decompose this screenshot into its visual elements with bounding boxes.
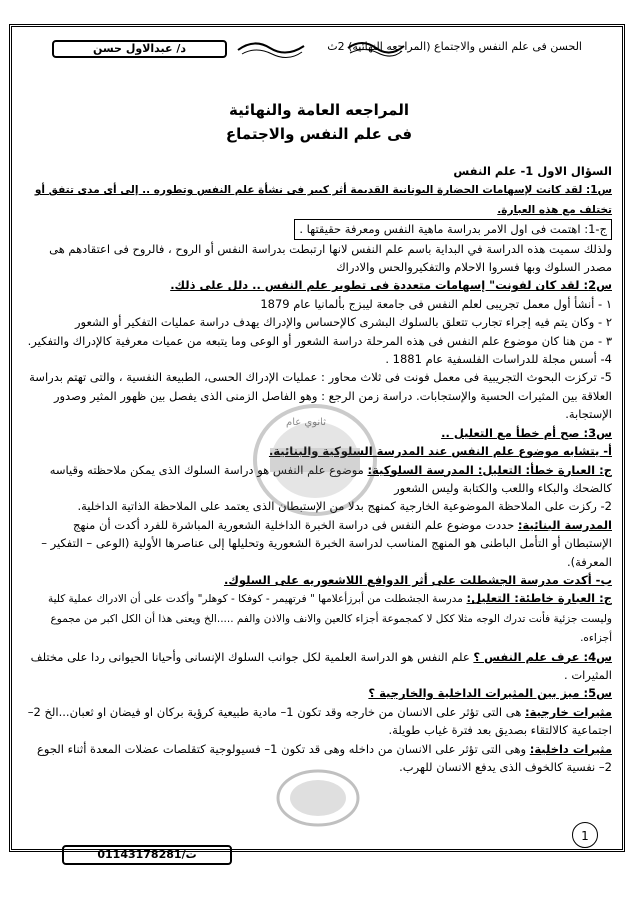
question-3b: ب- أكدت مدرسة الجشطلت على أثر الدوافع اللاشعوريه على السلوك. — [223, 572, 612, 587]
main-title-line2: فى علم النفس والاجتماع — [225, 125, 413, 143]
question-3a: أ- يتشابه موضوع علم النفس عند المدرسة السلوكية والبنائية. — [268, 444, 612, 459]
answer-3b: ج: العبارة خاطئة: التعليل: مدرسة الجشطلت من أبرزأعلامها " فرتهيمر - كوفكا - كوهلر" وأكدت على أن الادراك عملية كلية وليست جزئية فأنت تدرك الوجه مثلا ككل لا كمجموعة أجزاء كالعين والانف والاذن والفم .....الخ ويعنى هذا أن الكل اكبر من مجموع أجزاءه. — [47, 591, 612, 645]
answer-1-line1: ج-1: اهتمت فى اول الامر بدراسة ماهية النفس ومعرفة حقيقتها . — [26, 219, 612, 239]
watermark-label: ثانوي عام — [286, 417, 326, 428]
answer-2-point1: ١ - أنشأ أول معمل تجريبى لعلم النفس فى جامعة ليبزج بألمانيا عام 1879 — [260, 296, 612, 311]
answer-3a-structuralism: المدرسة البنائية: حددت موضوع علم النفس فى دراسة الخبرة الداخلية الشعورية المباشرة للفرد أكدت أن منهج الإستبطان أو التأمل الباطنى هو المنهج المناسب لدراسة الخبرة الشعورية وتحليلها إلى عناصرها الأولية (الوعى – التفكير – المعرفة). — [41, 517, 612, 569]
answer-5-external: مثيرات خارجية: هى التى تؤثر على الانسان من خارجه وقد تكون 1– مادية طبيعية كرؤية بركان او فيضان او ثعبان...الخ 2– اجتماعية كالالتقاء بصديق بعد فترة غياب طويلة. — [27, 704, 612, 738]
section-heading: السؤال الاول 1- علم النفس — [453, 164, 612, 178]
question-5: س5: ميز بين المثيرات الداخلية والخارجية ؟ — [368, 686, 612, 701]
author-label: د/ عبدالاول حسن — [52, 40, 227, 58]
main-title-line1: المراجعه العامة والنهائية — [229, 101, 409, 119]
answer-1-line2: ولذلك سميت هذه الدراسة في البداية باسم علم النفس لانها ارتبطت بدراسة النفس أو الروح ، فالروح فى اعتقادهم هى مصدر السلوك وبها فسروا الاحلام والتفكيروالحس والادراك — [49, 241, 612, 275]
answer-2-point3: ٣ - من هنا كان موضوع علم النفس فى هذه المرحلة دراسة الشعور أو الوعى وما يتبعه من عميات معرفية كالإدراك والتفكير. — [27, 333, 612, 348]
page-header — [22, 34, 612, 64]
answer-2-point5: 5- تركزت البحوث التجريبية فى معمل فونت فى ثلاث محاور : عمليات الإدراك الحسى، الطبيعة النفسية ، والتى تهتم بدراسة العلاقة بين المثيرات الحسية والإستجابات. دراسة زمن الرجع : وهو الفاصل الزمنى الذى يفصل بين ظهور المثير وصدور الإستجابة. — [29, 370, 612, 422]
question-4: س4: عرف علم النفس ؟ علم النفس هو الدراسة العلمية لكل جوانب السلوك الإنسانى وأحيانا الحيوانى ردا على مختلف المثيرات . — [30, 649, 612, 682]
answer-3a-behaviorism: ج: العبارة خطأ: التعليل: المدرسة السلوكية: موضوع علم النفس هو دراسة السلوك الذى يمكن ملاحظته وقياسه كالضحك والبكاء واللعب والكتابة وليس الشعور — [49, 462, 612, 495]
phone-number: ت/01143178281 — [62, 845, 232, 865]
decorative-ornament-icon — [236, 36, 306, 60]
answer-5-internal: مثيرات داخلية: وهى التى تؤثر على الانسان من داخله وهى قد تكون 1– فسيولوجية كتقلصات عضلات المعدة أثناء الجوع 2– نفسية كالخوف الذى يدفع الانسان للهرب. — [37, 741, 612, 774]
question-2: س2: لقد كان لفونت" إسهامات متعددة فى تطوير علم النفس .. دلل على ذلك. — [170, 278, 612, 293]
footer-seal-icon — [276, 768, 361, 828]
page-number: 1 — [572, 822, 598, 848]
header-title: الحسن فى علم النفس والاجتماع (المراجعه النهائية) 2ث — [327, 40, 582, 53]
answer-2-point4: 4- أسس مجلة للدراسات الفلسفية عام 1881 . — [385, 352, 612, 367]
answer-2-point2: ٢ - وكان يتم فيه إجراء تجارب تتعلق بالسلوك البشرى كالإحساس والإدراك يهدف دراسة عمليات التفكير أو الشعور — [74, 315, 612, 330]
question-3: س3: صح أم خطأ مع التعليل .. — [441, 425, 612, 440]
document-body — [26, 98, 612, 818]
question-1: س1: لقد كانت لإسهامات الحضارة اليونانية القديمة أثر كبير فى نشأة علم النفس وتطوره .. إلى أى مدى تتفق أو تختلف مع هذه العبارة. — [34, 184, 612, 216]
answer-3a-point2: 2- ركزت على الملاحظة الموضوعية الخارجية كمنهج بدلا من الإستبطان الذى يعتمد على الملاحظة الذاتية الداخلية. — [77, 499, 612, 514]
